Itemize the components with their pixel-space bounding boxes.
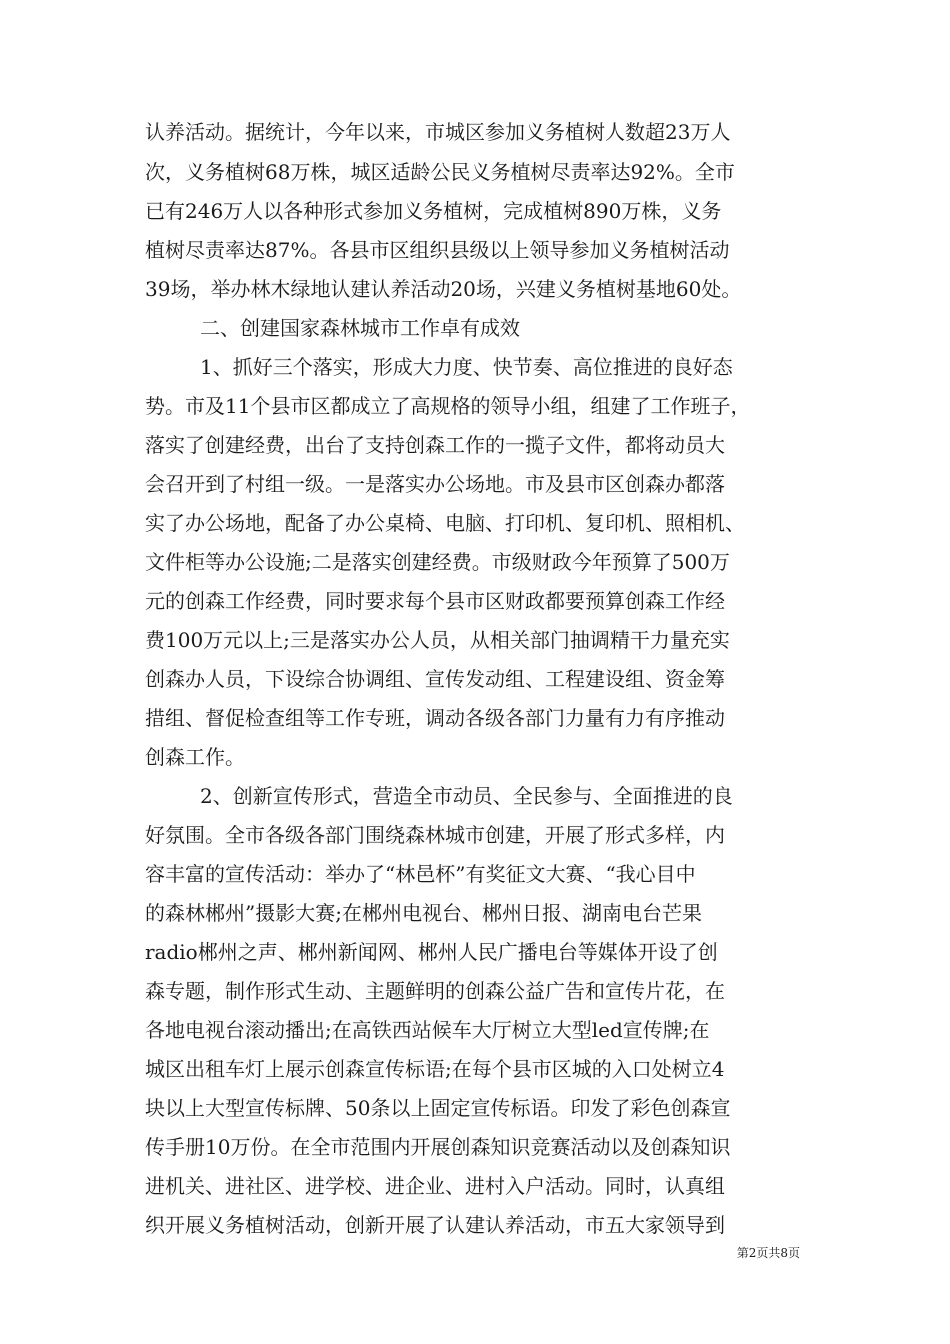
text-line: 实了办公场地，配备了办公桌椅、电脑、打印机、复印机、照相机、 [145, 511, 745, 535]
text-line: 森专题，制作形式生动、主题鲜明的创森公益广告和宣传片花，在 [145, 979, 725, 1003]
text-line: radio郴州之声、郴州新闻网、郴州人民广播电台等媒体开设了创 [145, 940, 718, 964]
text-line: 元的创森工作经费，同时要求每个县市区财政都要预算创森工作经 [145, 589, 725, 613]
text-line: 费100万元以上;三是落实办公人员，从相关部门抽调精干力量充实 [145, 628, 730, 652]
text-line: 1、抓好三个落实，形成大力度、快节奏、高位推进的良好态 [200, 355, 733, 379]
text-line: 会召开到了村组一级。一是落实办公场地。市及县市区创森办都落 [145, 472, 725, 496]
section-heading: 二、创建国家森林城市工作卓有成效 [200, 316, 520, 340]
text-line: 2、创新宣传形式，营造全市动员、全民参与、全面推进的良 [200, 784, 733, 808]
text-line: 创森工作。 [145, 745, 245, 769]
text-line: 进机关、进社区、进学校、进企业、进村入户活动。同时，认真组 [145, 1174, 725, 1198]
text-line: 已有246万人以各种形式参加义务植树，完成植树890万株，义务 [145, 199, 722, 223]
text-line: 势。市及11个县市区都成立了高规格的领导小组，组建了工作班子， [145, 394, 751, 418]
text-line: 创森办人员，下设综合协调组、宣传发动组、工程建设组、资金筹 [145, 667, 725, 691]
text-line: 措组、督促检查组等工作专班，调动各级各部门力量有力有序推动 [145, 706, 725, 730]
text-line: 文件柜等办公设施;二是落实创建经费。市级财政今年预算了500万 [145, 550, 730, 574]
text-line: 容丰富的宣传活动：举办了“林邑杯”有奖征文大赛、“我心目中 [145, 862, 696, 886]
text-line: 落实了创建经费，出台了支持创森工作的一揽子文件，都将动员大 [145, 433, 725, 457]
text-line: 植树尽责率达87%。各县市区组织县级以上领导参加义务植树活动 [145, 238, 730, 262]
text-line: 织开展义务植树活动，创新开展了认建认养活动，市五大家领导到 [145, 1213, 725, 1237]
text-line: 的森林郴州”摄影大赛;在郴州电视台、郴州日报、湖南电台芒果 [145, 901, 702, 925]
text-line: 39场，举办林木绿地认建认养活动20场，兴建义务植树基地60处。 [145, 277, 742, 301]
text-line: 次，义务植树68万株，城区适龄公民义务植树尽责率达92%。全市 [145, 160, 735, 184]
text-line: 好氛围。全市各级各部门围绕森林城市创建，开展了形式多样，内 [145, 823, 725, 847]
text-line: 城区出租车灯上展示创森宣传标语;在每个县市区城的入口处树立4 [145, 1057, 725, 1081]
text-line: 各地电视台滚动播出;在高铁西站候车大厅树立大型led宣传牌;在 [145, 1018, 710, 1042]
text-line: 传手册10万份。在全市范围内开展创森知识竞赛活动以及创森知识 [145, 1135, 731, 1159]
text-line: 认养活动。据统计，今年以来，市城区参加义务植树人数超23万人 [145, 120, 731, 144]
page-number: 第2页共8页 [736, 1246, 800, 1260]
text-line: 块以上大型宣传标牌、50条以上固定宣传标语。印发了彩色创森宣 [145, 1096, 731, 1120]
